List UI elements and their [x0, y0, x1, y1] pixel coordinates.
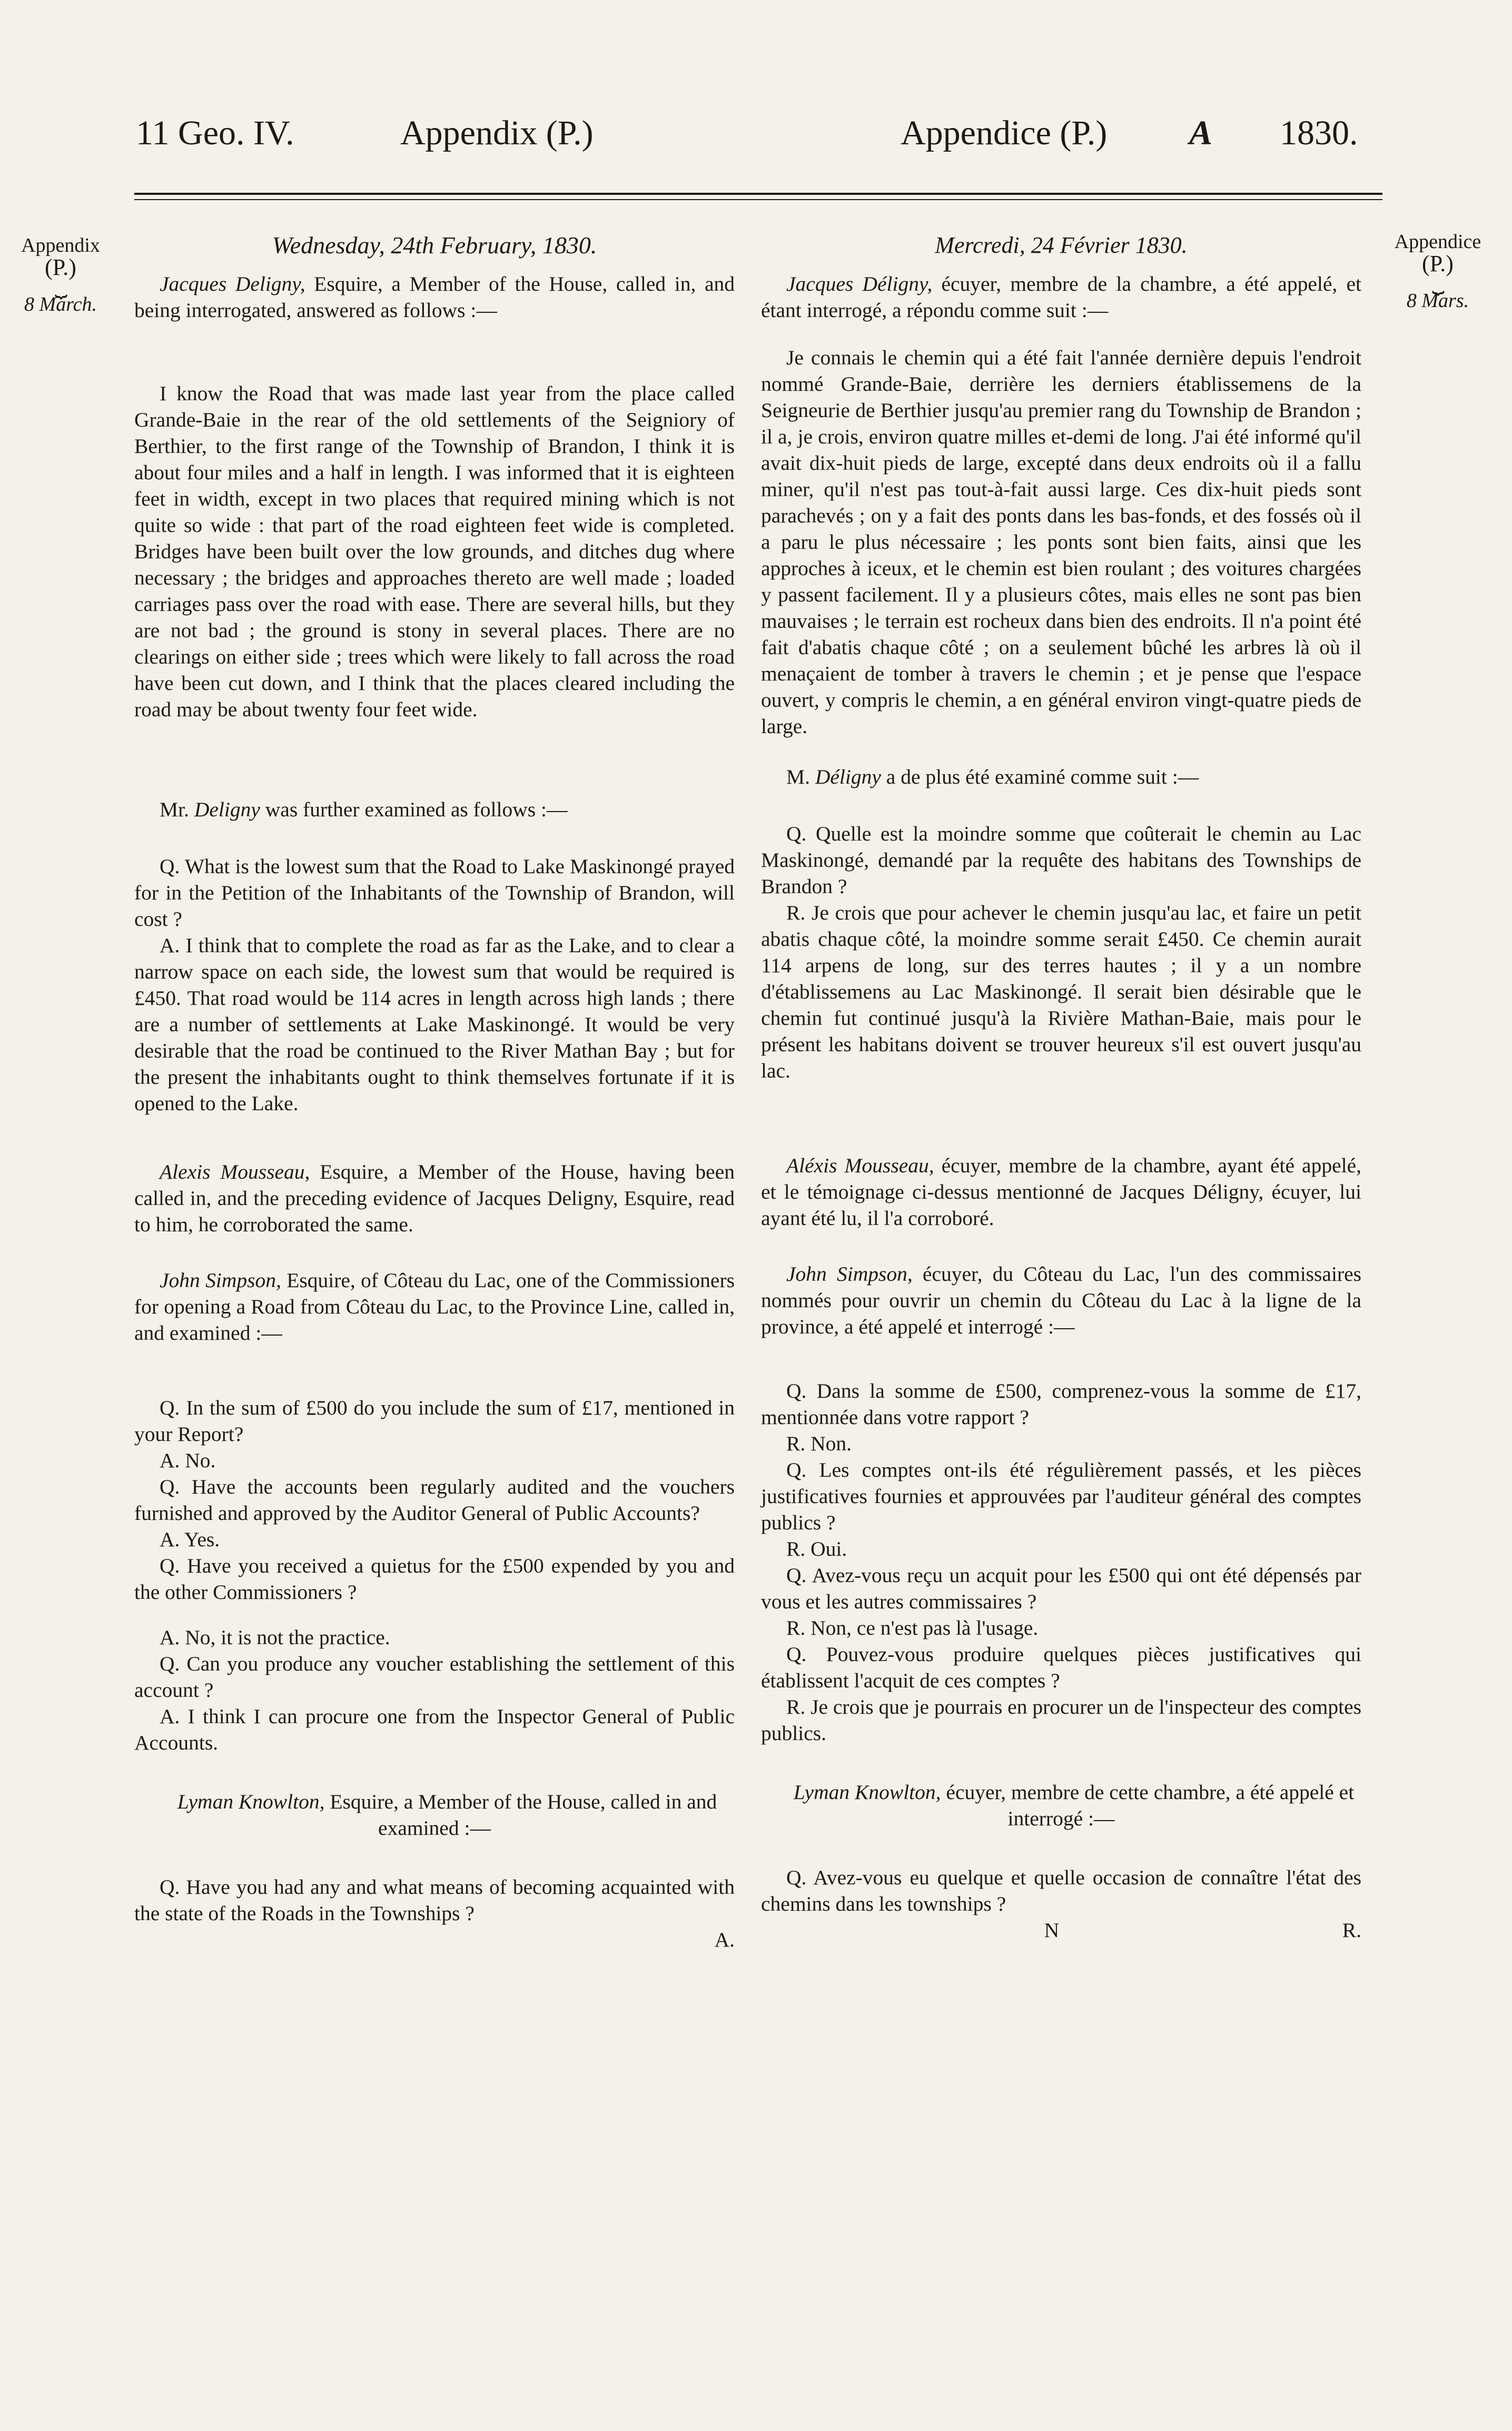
- english-knowlton: [134, 1788, 735, 1841]
- english-column: [134, 230, 735, 1953]
- left-margin-p: (P.): [45, 254, 76, 280]
- english-answer-5: A. I think I can procure one from the Inspector General of Public Accounts.: [134, 1705, 735, 1754]
- english-question-6: Q. Have you had any and what means of becoming acquainted with the state of the Roads in the Townships ?: [134, 1875, 735, 1925]
- right-margin-brace: ⏟: [1432, 270, 1444, 294]
- english-intro-name: Jacques Deligny,: [160, 272, 305, 295]
- left-margin-appendix: Appendix: [21, 234, 100, 256]
- french-further-rest: a de plus été examiné comme suit :—: [881, 765, 1199, 788]
- french-mousseau-name: Aléxis Mousseau,: [786, 1154, 934, 1177]
- english-question-5: Q. Can you produce any voucher establishing the settlement of this account ?: [134, 1652, 735, 1702]
- english-intro: [134, 271, 735, 323]
- english-question-1: Q. What is the lowest sum that the Road to Lake Maskinongé prayed for in the Petition of the Inhabitants of the Township of Brandon, will cost ?: [134, 855, 735, 931]
- english-answer-4: A. No, it is not the practice.: [160, 1626, 390, 1649]
- english-catchword: A.: [714, 1928, 735, 1951]
- right-margin-note: [1385, 231, 1490, 312]
- french-answer-1: Je connais le chemin qui a été fait l'année dernière depuis l'endroit nommé Grande-Baie, derrière les derniers établissemens de la Seigneurie de Berthier jusqu'au premier rang du Township de Brandon ; il a, je crois, environ quatre milles et-demi de long. J'ai été informé qu'il avait dix-huit pieds de large, excepté dans deux endroits où il a fallu miner, qu'il n'est pas tout-à-fait aussi large. Ces dix-huit pieds sont parachevés ; on y a fait des ponts dans les bas-fonds, et des fossés où il a paru le plus nécessaire ; les ponts sont bien faits, ainsi que les approches à iceux, et le chemin est bien roulant ; des voitures chargées y passent facilement. Il y a plusieurs côtes, mais elles ne sont pas bien mauvaises ; le terrain est rocheux dans bien des endroits. Il n'a point été fait d'abatis chaque côté ; on a seulement bûché les arbres là où il menaçaient de tomber à travers le chemin ; et je pense que l'espace ouvert, y compris le chemin, a en général environ vingt-quatre pieds de large.: [761, 346, 1361, 738]
- french-signature-mark: N: [1044, 1919, 1060, 1942]
- header-signature-letter: A: [1189, 114, 1213, 152]
- english-knowlton-rest: Esquire, a Member of the House, called in and examined :—: [324, 1790, 717, 1840]
- french-answer-2: R. Non.: [786, 1432, 852, 1455]
- english-date: Wednesday, 24th February, 1830.: [272, 232, 597, 259]
- french-intro-rest: écuyer, membre de la chambre, a été appelé, et étant interrogé, a répondu comme suit :—: [761, 272, 1362, 322]
- french-mousseau-rest: écuyer, membre de la chambre, ayant été appelé, et le témoignage ci-dessus mentionné de Jacques Déligny, écuyer, lui ayant été lu, il l'a corroboré.: [761, 1154, 1361, 1230]
- french-answer-lake: R. Je crois que pour achever le chemin jusqu'au lac, et faire un petit abatis chaque côté, la moindre somme serait £450. Ce chemin aurait 114 arpens de long, sur des terres hautes ; il y a un nombre d'établissemens au Lac Maskinongé. Il serait bien désirable que le chemin fut continué jusqu'à la Rivière Mathan-Baie, mais pour le présent les habitans doivent se trouver heureux s'il est ouvert jusqu'au lac.: [761, 901, 1361, 1082]
- french-answer-3: R. Oui.: [786, 1537, 847, 1560]
- french-mousseau: [761, 1152, 1361, 1231]
- french-answer-4: R. Non, ce n'est pas là l'usage.: [786, 1616, 1039, 1639]
- french-question-3: Q. Les comptes ont-ils été régulièrement passés, et les pièces justificatives fournies et approuvées par l'auditeur général des comptes publics ?: [761, 1458, 1361, 1534]
- french-knowlton: [761, 1779, 1361, 1832]
- english-answer-1: I know the Road that was made last year from the place called Grande-Baie in the rear of the old settlements of the Seigniory of Berthier, to the first range of the Township of Brandon, I think it is about four miles and a half in length. I was informed that it is eighteen feet in width, except in two places that required mining which is not quite so wide : that part of the road eighteen feet wide is completed. Bridges have been built over the low grounds, and ditches dug where necessary ; the bridges and approaches thereto are well made ; loaded carriages pass over the road with ease. There are several hills, but they are not bad ; the ground is stony in several places. There are no clearings on either side ; trees which were likely to fall across the road have been cut down, and I think that the places cleared including the road may be about twenty four feet wide.: [134, 382, 735, 721]
- french-intro-name: Jacques Déligny,: [786, 272, 933, 295]
- right-margin-p: (P.): [1422, 251, 1454, 276]
- english-mousseau-rest: Esquire, a Member of the House, having been called in, and the preceding evidence of Jacques Deligny, Esquire, read to him, he corroborated the same.: [134, 1160, 735, 1236]
- english-further-name: Deligny: [194, 798, 260, 821]
- french-simpson-rest: écuyer, du Côteau du Lac, l'un des commissaires nommés pour ouvrir un chemin du Côteau du Lac à la ligne de la province, a été appelé et interrogé :—: [761, 1262, 1361, 1338]
- left-margin-brace: ⏟: [55, 274, 66, 298]
- english-simpson-rest: Esquire, of Côteau du Lac, one of the Commissioners for opening a Road from Côteau du Lac, to the Province Line, called in, and examined :—: [134, 1269, 735, 1345]
- english-question-2: Q. In the sum of £500 do you include the sum of £17, mentioned in your Report?: [134, 1396, 735, 1446]
- french-simpson: [761, 1261, 1361, 1340]
- french-catchword-row: [761, 1917, 1361, 1943]
- header-rule-top: [134, 193, 1382, 195]
- french-date: Mercredi, 24 Février 1830.: [935, 232, 1188, 258]
- french-answer-5: R. Je crois que je pourrais en procurer un de l'inspecteur des comptes publics.: [761, 1695, 1361, 1745]
- french-catchword: R.: [1342, 1919, 1361, 1942]
- english-further-pre: Mr.: [160, 798, 194, 821]
- french-question-1: Q. Quelle est la moindre somme que coûterait le chemin au Lac Maskinongé, demandé par la requête des habitans des Townships de Brandon ?: [761, 822, 1361, 898]
- english-catchword-row: [134, 1926, 735, 1953]
- english-question-3: Q. Have the accounts been regularly audited and the vouchers furnished and approved by the Auditor General of Public Accounts?: [134, 1475, 735, 1525]
- french-column: [761, 230, 1361, 1943]
- header-left-title: Appendix (P.): [400, 114, 594, 152]
- right-margin-appendice: Appendice: [1394, 231, 1481, 253]
- english-mousseau-name: Alexis Mousseau,: [160, 1160, 310, 1183]
- french-question-5: Q. Pouvez-vous produire quelques pièces justificatives qui établissent l'acquit de ces comptes ?: [761, 1643, 1361, 1692]
- french-simpson-name: John Simpson,: [786, 1262, 913, 1286]
- english-answer-3: A. Yes.: [160, 1528, 220, 1551]
- english-knowlton-name: Lyman Knowlton,: [177, 1790, 325, 1813]
- french-knowlton-name: Lyman Knowlton,: [793, 1781, 941, 1804]
- header-right-title: Appendice (P.): [901, 114, 1108, 152]
- header-rule-bottom: [134, 199, 1382, 200]
- french-intro: [761, 271, 1361, 323]
- english-answer-lake: A. I think that to complete the road as far as the Lake, and to clear a narrow space on each side, the lowest sum that would be required is £450. That road would be 114 acres in length across high lands ; there are a number of settlements at Lake Maskinongé. It would be very desirable that the road be continued to the River Mathan Bay ; but for the present the inhabitants ought to think themselves fortunate if it is opened to the Lake.: [134, 934, 735, 1115]
- french-question-6: Q. Avez-vous eu quelque et quelle occasion de connaître l'état des chemins dans les townships ?: [761, 1866, 1361, 1915]
- english-further-rest: was further examined as follows :—: [260, 798, 568, 821]
- english-mousseau: [134, 1159, 735, 1238]
- english-intro-rest: Esquire, a Member of the House, called in, and being interrogated, answered as follows :—: [134, 272, 735, 322]
- french-further: [761, 764, 1361, 790]
- left-margin-date: 8 March.: [24, 293, 97, 315]
- english-answer-2: A. No.: [160, 1449, 216, 1472]
- english-simpson-name: John Simpson,: [160, 1269, 281, 1292]
- french-knowlton-rest: écuyer, membre de cette chambre, a été appelé et interrogé :—: [941, 1781, 1355, 1830]
- header-year: 1830.: [1280, 114, 1358, 152]
- english-question-4: Q. Have you received a quietus for the £500 expended by you and the other Commissioners ?: [134, 1554, 735, 1604]
- right-margin-date: 8 Mars.: [1406, 290, 1469, 312]
- english-further: [134, 796, 735, 823]
- french-further-pre: M.: [786, 765, 815, 788]
- left-margin-note: [13, 234, 108, 315]
- header-session: 11 Geo. IV.: [136, 114, 294, 152]
- french-question-4: Q. Avez-vous reçu un acquit pour les £500 qui ont été dépensés par vous et les autres commissaires ?: [761, 1564, 1361, 1613]
- french-question-2: Q. Dans la somme de £500, comprenez-vous la somme de £17, mentionnée dans votre rapport ?: [761, 1379, 1361, 1429]
- french-further-name: Déligny: [815, 765, 881, 788]
- english-simpson: [134, 1267, 735, 1346]
